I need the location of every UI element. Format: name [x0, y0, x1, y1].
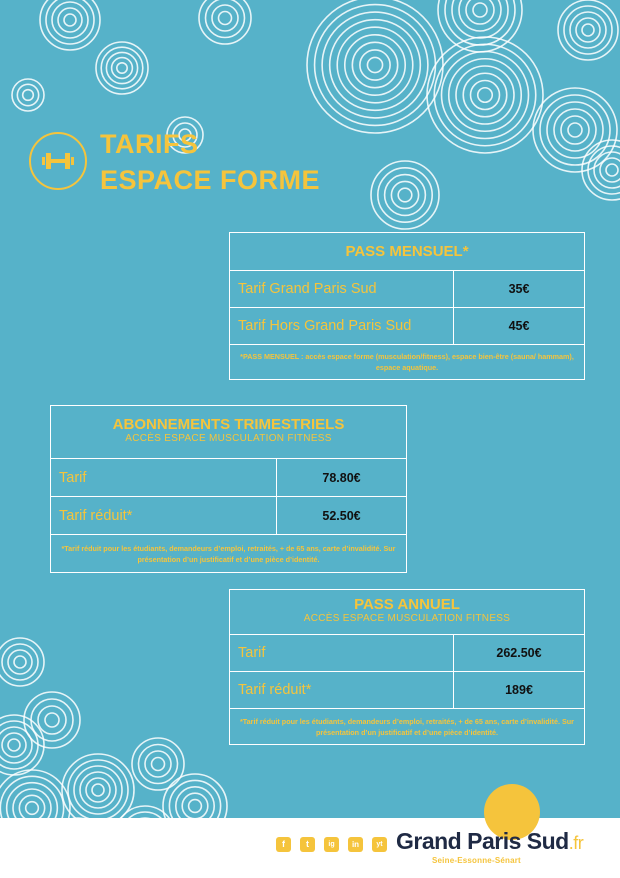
decorative-ring: [478, 88, 493, 103]
decorative-ring: [74, 766, 122, 814]
table-footnote: *PASS MENSUEL : accès espace forme (musculation/fitness), espace bien-être (sauna/ hammam), espace aquatique.: [240, 352, 574, 372]
brand-logo[interactable]: [396, 828, 583, 855]
title-line-2: ESPACE FORME: [100, 165, 321, 195]
linkedin-icon[interactable]: in: [348, 837, 363, 852]
decorative-ring: [68, 760, 128, 818]
decorative-ring: [456, 66, 514, 124]
decorative-ring: [449, 59, 522, 132]
row-label: Tarif réduit*: [230, 672, 454, 708]
table-header: [51, 406, 406, 459]
pass-annuel-table: [229, 589, 585, 745]
decorative-ring: [212, 5, 238, 31]
facebook-icon[interactable]: f: [276, 837, 291, 852]
brand-suffix: .fr: [568, 833, 584, 853]
table-row: [230, 271, 584, 308]
row-price: 35€: [508, 282, 530, 296]
table-title: ABONNEMENTS TRIMESTRIELS: [112, 416, 345, 433]
decorative-ring: [330, 20, 421, 111]
decorative-ring: [45, 713, 59, 727]
decorative-ring: [145, 751, 171, 777]
row-label: Tarif réduit*: [51, 497, 277, 534]
decorative-ring: [345, 35, 405, 95]
decorative-ring: [8, 650, 32, 674]
decorative-ring: [471, 81, 500, 110]
row-label: Tarif: [51, 459, 277, 496]
decorative-ring: [606, 164, 618, 176]
table-footnote: *Tarif réduit pour les étudiants, demandeurs d’emploi, retraités, + de 65 ans, carte d’invalidité. Sur présentation d’un justificatif et d’une pièce d’identité.: [240, 716, 574, 737]
table-footnote: *Tarif réduit pour les étudiants, demandeurs d’emploi, retraités, + de 65 ans, carte d’invalidité. Sur présentation d’un justificatif et d’une pièce d’identité.: [61, 543, 396, 564]
decorative-ring: [558, 0, 618, 60]
row-price: 262.50€: [496, 646, 542, 660]
decorative-ring: [582, 24, 594, 36]
decorative-ring: [391, 181, 418, 208]
decorative-ring: [360, 50, 390, 80]
table-row: [230, 672, 584, 709]
title-line-1: TARIFS: [100, 129, 199, 159]
table-row: [51, 497, 406, 535]
decorative-ring: [337, 27, 413, 103]
row-price: 52.50€: [322, 508, 361, 523]
youtube-icon[interactable]: yt: [372, 837, 387, 852]
decorative-ring: [315, 5, 436, 126]
row-price: 189€: [505, 683, 533, 697]
decorative-ring: [442, 52, 529, 139]
decorative-ring: [540, 95, 610, 165]
decorative-ring: [2, 733, 26, 757]
decorative-ring: [219, 12, 232, 25]
decorative-ring: [8, 739, 20, 751]
table-row: [230, 635, 584, 672]
decorative-ring: [101, 47, 143, 89]
decorative-ring: [96, 42, 148, 94]
dumbbell-icon: [29, 132, 87, 190]
decorative-ring: [182, 793, 208, 818]
table-subtitle: ACCÈS ESPACE MUSCULATION FITNESS: [125, 433, 332, 444]
row-price: 78.80€: [322, 470, 361, 485]
abonnements-table: [50, 405, 407, 573]
decorative-ring: [600, 158, 620, 182]
row-price: 45€: [508, 319, 530, 333]
decorative-ring: [58, 8, 82, 32]
decorative-ring: [561, 116, 589, 144]
instagram-icon[interactable]: ig: [324, 837, 339, 852]
decorative-ring: [117, 63, 127, 73]
decorative-ring: [547, 102, 603, 158]
decorative-ring: [398, 188, 412, 202]
table-row: [230, 308, 584, 345]
table-row: [51, 459, 406, 497]
decorative-ring: [367, 57, 382, 72]
table-title: PASS MENSUEL*: [345, 243, 469, 260]
decorative-ring: [26, 802, 39, 815]
decorative-ring: [92, 784, 104, 796]
decorative-ring: [112, 58, 133, 79]
decorative-ring: [576, 18, 600, 42]
row-label: Tarif Grand Paris Sud: [230, 271, 454, 307]
decorative-ring: [24, 692, 80, 748]
decorative-ring: [176, 787, 214, 818]
pass-mensuel-table: [229, 232, 585, 380]
decorative-ring: [378, 168, 432, 222]
table-subtitle: ACCÈS ESPACE MUSCULATION FITNESS: [303, 613, 511, 624]
decorative-ring: [23, 90, 34, 101]
decorative-ring: [533, 88, 617, 172]
decorative-ring: [86, 778, 110, 802]
brand-name: Grand Paris Sud: [396, 828, 569, 854]
decorative-ring: [38, 706, 66, 734]
decorative-ring: [473, 3, 487, 17]
decorative-ring: [568, 123, 582, 137]
page-title: [100, 126, 320, 198]
decorative-ring: [189, 800, 202, 813]
table-header: [230, 233, 584, 271]
decorative-ring: [564, 6, 612, 54]
decorative-ring: [152, 758, 165, 771]
twitter-icon[interactable]: t: [300, 837, 315, 852]
decorative-ring: [459, 0, 501, 31]
decorative-ring: [14, 656, 26, 668]
decorative-ring: [64, 14, 76, 26]
decorative-ring: [371, 161, 439, 229]
decorative-ring: [132, 738, 184, 790]
brand-tagline: Seine-Essonne-Sénart: [432, 856, 521, 865]
row-label: Tarif: [230, 635, 454, 671]
decorative-ring: [427, 37, 543, 153]
row-label: Tarif Hors Grand Paris Sud: [230, 308, 454, 344]
table-title: PASS ANNUEL: [354, 596, 460, 613]
decorative-ring: [17, 84, 38, 105]
table-header: [230, 590, 584, 635]
